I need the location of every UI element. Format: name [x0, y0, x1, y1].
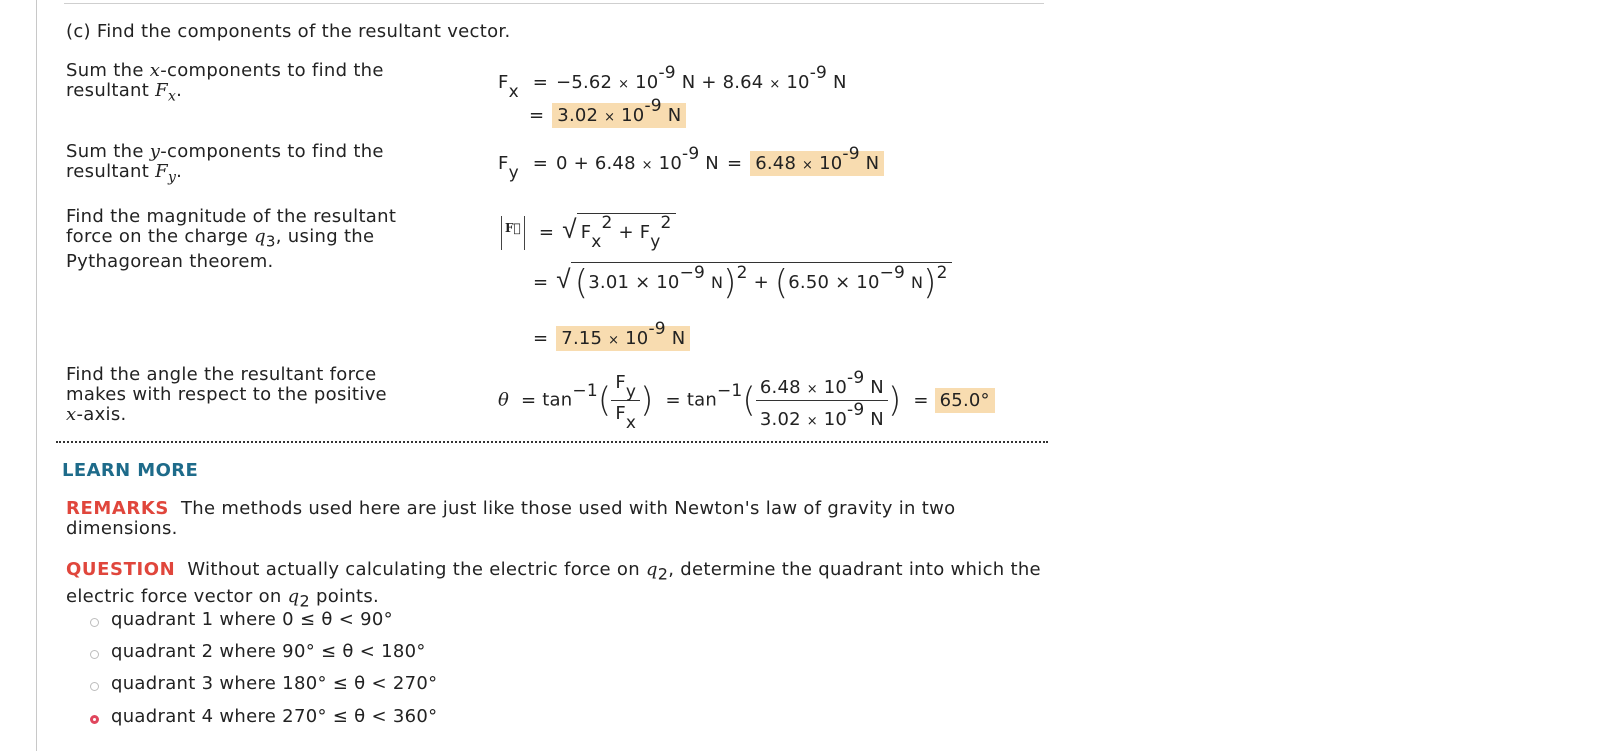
radio-button[interactable]: [90, 682, 99, 691]
sqrt-icon-2: √: [556, 265, 571, 295]
step-angle-text: Find the angle the resultant force makes with respect to the positive x-axis.: [66, 364, 387, 425]
top-divider: [64, 3, 1044, 4]
section-title: (c) Find the components of the resultant vector.: [66, 21, 511, 42]
radio-button[interactable]: [90, 650, 99, 659]
eq-angle: $\theta = \tan^{-1}$( $\frac{F_y}{F_x}$ ) = $\tan^{-1}$( $\frac{6.48 \times 10^{-9} N}{3.02 \times 10^{-9} N}$ ) = 65.0°: [498, 371, 995, 430]
magnitude-result-highlight: $7.15 \times 10^{-9}$ N: [556, 326, 690, 351]
step-fy-text: Sum the y-components to find the resultant $F_y$.: [66, 141, 384, 186]
fx-result-highlight: $3.02 \times 10^{-9}$ N: [552, 103, 686, 128]
option-quadrant-2[interactable]: quadrant 2 where 90° ≤ θ < 180°: [90, 641, 426, 662]
remarks-paragraph: REMARKS The methods used here are just like those used with Newton's law of gravity in two dimensions.: [66, 498, 956, 539]
section-divider: [56, 441, 1048, 443]
option-quadrant-4[interactable]: quadrant 4 where 270° ≤ θ < 360°: [90, 706, 437, 727]
radio-button-selected[interactable]: [90, 715, 99, 724]
option-quadrant-1[interactable]: quadrant 1 where 0 ≤ θ < 90°: [90, 609, 393, 630]
question-paragraph: QUESTION Without actually calculating the electric force on $q_2$, determine the quadrant into which the electric force vector on $q_2$ points.: [66, 559, 1041, 611]
left-border: [36, 0, 37, 751]
eq-fx-result: = $3.02 \times 10^{-9}$ N: [529, 99, 686, 126]
eq-magnitude-values: = √ ($3.01 \times 10^{-9}$ $N)^2 + (6.50 \times 10^{-9}$ N)$^2$: [533, 262, 952, 303]
step-magnitude-text: Find the magnitude of the resultant force on the charge $q_3$, using the Pythagorean theorem.: [66, 206, 397, 272]
eq-fy: $F_y = 0 + 6.48 \times 10^{-9}$ $N = 6.48 \times 10^{-9}$ N: [498, 147, 884, 179]
fy-result-highlight: $6.48 \times 10^{-9}$ N: [750, 151, 884, 176]
force-vector-abs: F⃗: [501, 216, 525, 250]
sqrt-icon: √: [562, 215, 577, 245]
step-fx-text: Sum the x-components to find the resultant $F_x$.: [66, 60, 384, 105]
eq-fx-sum: $F_x = -5.62 \times 10^{-9}$ $N + 8.64 \times 10^{-9}$ N: [498, 63, 847, 102]
question-label: QUESTION: [66, 559, 176, 580]
remarks-label: REMARKS: [66, 498, 169, 519]
angle-result-highlight: 65.0°: [935, 388, 995, 413]
eq-magnitude-formula: F⃗ = √ $F_x^2 + F_y^2$: [501, 213, 676, 250]
eq-magnitude-result: = $7.15 \times 10^{-9}$ N: [533, 322, 690, 349]
option-quadrant-3[interactable]: quadrant 3 where 180° ≤ θ < 270°: [90, 673, 437, 694]
learn-more-heading: LEARN MORE: [62, 460, 199, 481]
radio-button[interactable]: [90, 618, 99, 627]
